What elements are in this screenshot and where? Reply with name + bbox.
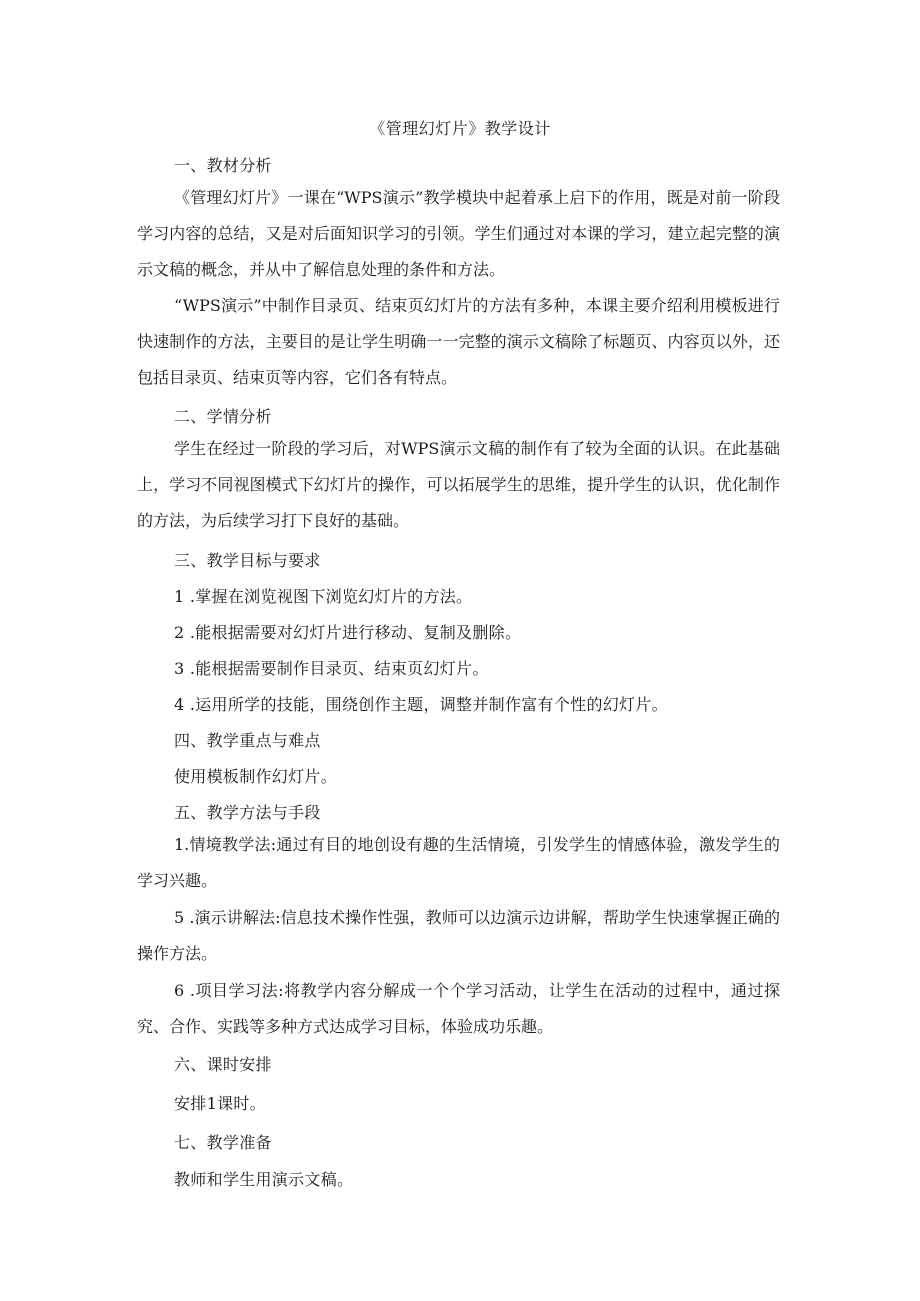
paragraph-method-2: 5 .演示讲解法:信息技术操作性强，教师可以边演示边讲解，帮助学生快速掌握正确的操作方法。	[137, 908, 780, 963]
key-points-text: 使用模板制作幻灯片。	[174, 767, 338, 786]
section-heading-methods: 五、教学方法与手段	[174, 803, 321, 822]
section-heading-key-points: 四、教学重点与难点	[174, 731, 321, 750]
objective-item-3: 3 .能根据需要制作目录页、结束页幻灯片。	[174, 659, 489, 678]
paragraph-method-3: 6 .项目学习法:将教学内容分解成一个个学习活动，让学生在活动的过程中，通过探究、合作、实践等多种方式达成学习目标，体验成功乐趣。	[137, 981, 780, 1036]
section-heading-preparation: 七、教学准备	[174, 1133, 272, 1152]
preparation-text: 教师和学生用演示文稿。	[174, 1170, 354, 1189]
paragraph-students-1: 学生在经过一阶段的学习后，对WPS演示文稿的制作有了较为全面的认识。在此基础上，学习不同视图模式下幻灯片的操作，可以拓展学生的思维，提升学生的认识，优化制作的方法，为后续学习打下良好的基础。	[137, 439, 780, 530]
objective-item-2: 2 .能根据需要对幻灯片进行移动、复制及删除。	[174, 623, 522, 642]
section-heading-materials: 一、教材分析	[174, 156, 272, 175]
document-title: 《管理幻灯片》教学设计	[369, 119, 551, 138]
schedule-text: 安排1课时。	[174, 1094, 266, 1113]
objective-item-1: 1 .掌握在浏览视图下浏览幻灯片的方法。	[174, 587, 473, 606]
section-heading-objectives: 三、教学目标与要求	[174, 551, 321, 570]
paragraph-method-1: 1.情境教学法:通过有目的地创设有趣的生活情境，引发学生的情感体验，激发学生的学习兴趣。	[137, 835, 780, 890]
section-heading-students: 二、学情分析	[174, 407, 272, 426]
paragraph-materials-1: 《管理幻灯片》一课在“WPS演示”教学模块中起着承上启下的作用，既是对前一阶段学习内容的总结，又是对后面知识学习的引领。学生们通过对本课的学习，建立起完整的演示文稿的概念，并从中了解信息处理的条件和方法。	[137, 188, 780, 279]
paragraph-materials-2: “WPS演示”中制作目录页、结束页幻灯片的方法有多种，本课主要介绍利用模板进行快速制作的方法，主要目的是让学生明确一一完整的演示文稿除了标题页、内容页以外，还包括目录页、结束页等内容，它们各有特点。	[137, 296, 780, 387]
objective-item-4: 4 .运用所学的技能，围绕创作主题，调整并制作富有个性的幻灯片。	[174, 695, 668, 714]
section-heading-schedule: 六、课时安排	[174, 1055, 272, 1074]
